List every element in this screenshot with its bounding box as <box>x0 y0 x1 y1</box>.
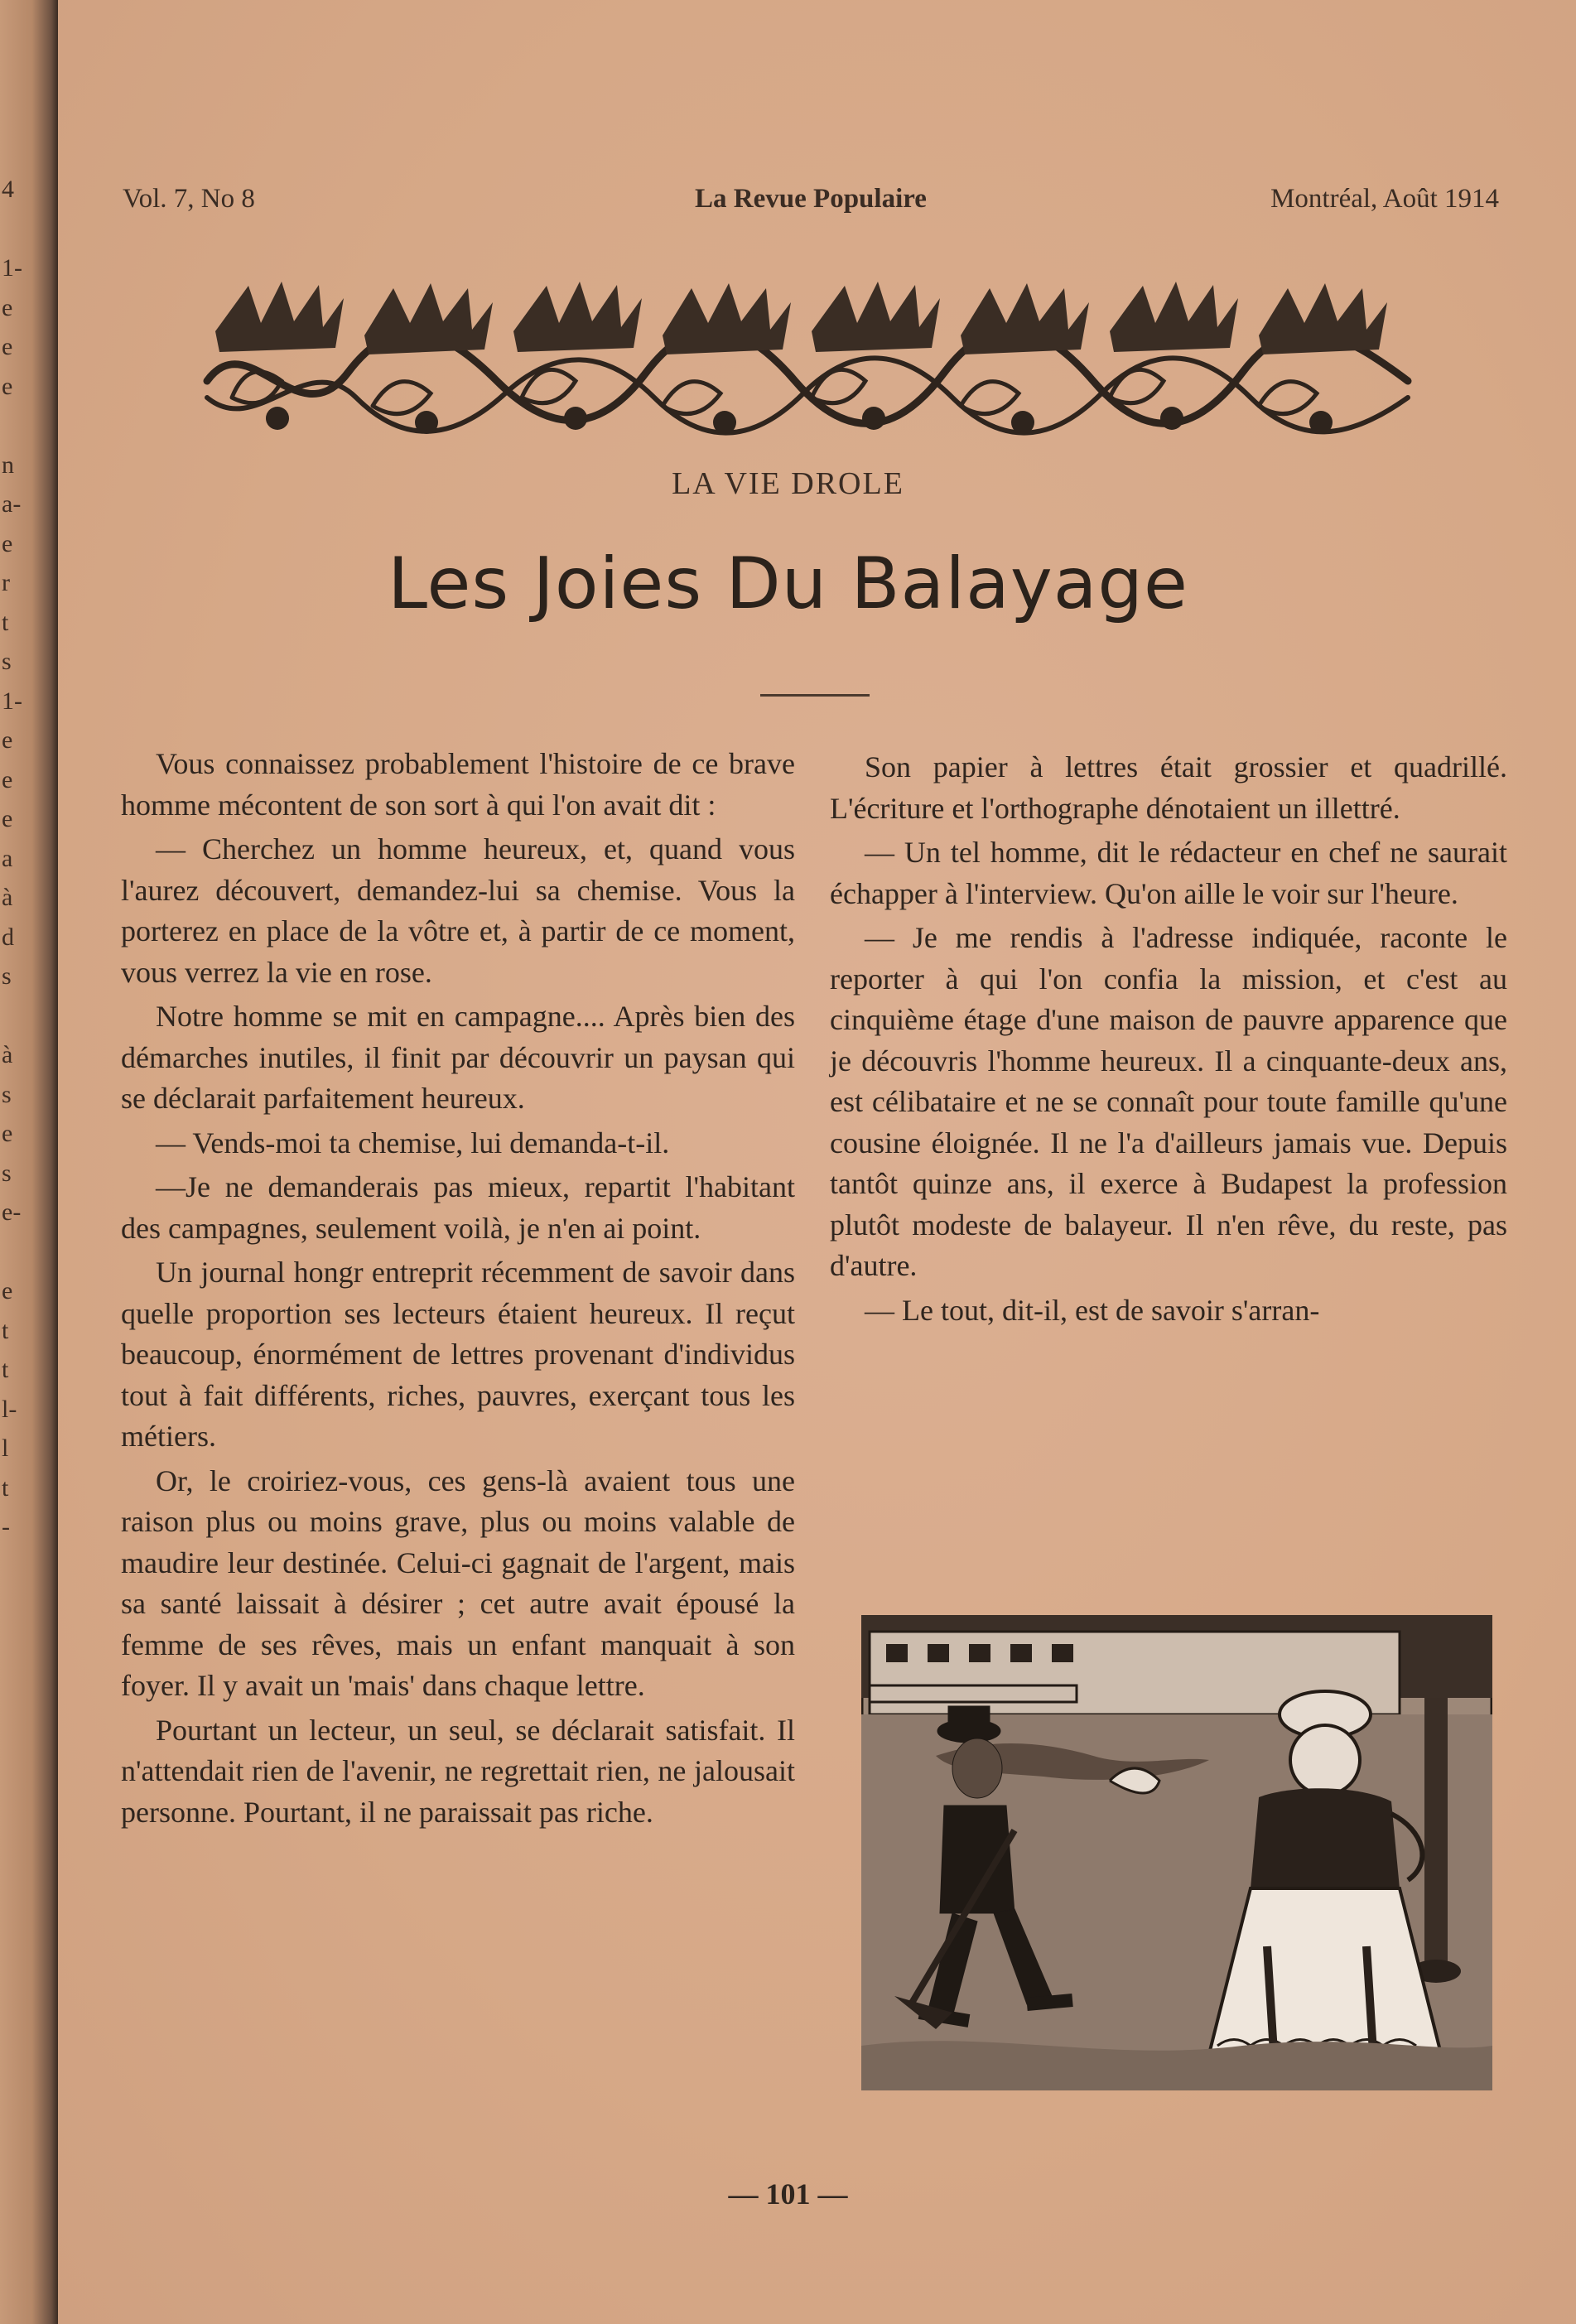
paragraph: — Le tout, dit-il, est de savoir s'arran- <box>865 1293 1320 1327</box>
right-column <box>830 747 1507 1334</box>
margin-letter: e- <box>2 1198 22 1226</box>
street-sweeper-illustration <box>861 1615 1492 2090</box>
margin-letter: t <box>2 1316 9 1344</box>
margin-letter: 4 <box>2 176 14 203</box>
section-kicker: LA VIE DROLE <box>672 466 904 501</box>
margin-letter: a <box>2 844 13 872</box>
margin-letter: e <box>2 333 13 360</box>
paragraph: — Cherchez un homme heureux, et, quand vous l'aurez découvert, demandez-lui sa chemise. Vous la porterez en place de la vôtre et, à partir de ce moment, vous verrez la vie en rose. <box>121 832 795 989</box>
margin-letter: t <box>2 608 9 636</box>
margin-letter: s <box>2 1159 12 1187</box>
publication-name: La Revue Populaire <box>695 184 927 214</box>
title-divider <box>760 694 870 697</box>
paragraph: Son papier à lettres était grossier et quadrillé. L'écriture et l'orthographe dénotaient un illettré. <box>830 750 1507 825</box>
paragraph: Pourtant un lecteur, un seul, se déclarait satisfait. Il n'attendait rien de l'avenir, ne regrettait rien, ne jalousait personne. Pourtant, il ne paraissait pas riche. <box>121 1713 795 1829</box>
margin-letter: t <box>2 1473 9 1502</box>
margin-letter: t <box>2 1356 9 1383</box>
floral-ornament-banner <box>199 273 1424 447</box>
paragraph: — Vends-moi ta chemise, lui demanda-t-il. <box>156 1126 670 1160</box>
paragraph: Or, le croiriez-vous, ces gens-là avaient tous une raison plus ou moins grave, plus ou moins valable de maudire leur destinée. Celui-ci gagnait de l'argent, mais sa santé laissait à désirer ; cet autre avait épousé la femme de ses rêves, mais un enfant manquait à son foyer. Il y avait un 'mais' dans chaque lettre. <box>121 1463 795 1702</box>
left-column <box>121 744 795 1836</box>
paragraph: — Un tel homme, dit le rédacteur en chef ne saurait échapper à l'interview. Qu'on aille le voir sur l'heure. <box>830 836 1507 910</box>
paragraph: — Je me rendis à l'adresse indiquée, raconte le reporter à qui l'on confia la mission, et c'est au cinquième étage d'une maison de pauvre apparence que je découvris l'homme heureux. Il a cinquante-deux ans, est célibataire et ne se connaît pour toute famille qu'une cousine éloignée. Il ne l'a d'ailleurs jamais vue. Depuis tantôt quinze ans, il exerce à Budapest la profession plutôt modeste de balayeur. Il n'en rêve, du reste, pas d'autre. <box>830 921 1507 1282</box>
paragraph: Notre homme se mit en campagne.... Après bien des démarches inutiles, il finit par découvrir un paysan qui se déclarait parfaitement heureux. <box>121 1000 795 1115</box>
margin-letter: e <box>2 1120 13 1147</box>
margin-letter: d <box>2 923 14 951</box>
margin-letter: 1- <box>2 254 22 282</box>
margin-letter: s <box>2 962 12 990</box>
margin-letter: l <box>2 1434 9 1462</box>
margin-letter: e <box>2 726 13 754</box>
paragraph: Vous connaissez probablement l'histoire de ce brave homme mécontent de son sort à qui l'on avait dit : <box>121 747 795 822</box>
article-title: Les Joies Du Balayage <box>388 542 1188 625</box>
volume-number: Vol. 7, No 8 <box>123 184 255 214</box>
margin-letter: e <box>2 293 13 321</box>
margin-letter: e <box>2 765 13 793</box>
margin-letter <box>2 406 25 446</box>
margin-letter: s <box>2 648 12 675</box>
margin-letter: e <box>2 529 13 557</box>
place-and-date: Montréal, Août 1914 <box>1270 184 1499 214</box>
margin-letter <box>2 210 25 249</box>
margin-letter: - <box>2 1513 10 1540</box>
page-number: — 101 — <box>728 2177 848 2211</box>
margin-letter: a- <box>2 490 22 518</box>
margin-letter: à <box>2 1041 13 1068</box>
margin-letter: e <box>2 372 13 400</box>
margin-letter: e <box>2 805 13 832</box>
margin-letter: l- <box>2 1395 17 1423</box>
margin-letter: n <box>2 451 14 479</box>
margin-letter: r <box>2 569 10 596</box>
running-header <box>123 184 1499 225</box>
margin-letter: e <box>2 1277 13 1304</box>
paragraph: —Je ne demanderais pas mieux, repartit l'habitant des campagnes, seulement voilà, je n'en ai point. <box>121 1170 795 1245</box>
margin-letter <box>2 996 25 1036</box>
margin-letter: à <box>2 884 13 911</box>
paragraph: Un journal hongr entreprit récemment de savoir dans quelle proportion ses lecteurs étaient heureux. Il reçut beaucoup, énormément de lettres provenant d'individus tout à fait différents, riches, pauvres, exerçant tous les métiers. <box>121 1256 795 1453</box>
facing-page-margin-text <box>2 170 25 1547</box>
margin-letter: 1- <box>2 687 22 715</box>
margin-letter: s <box>2 1080 12 1108</box>
margin-letter <box>2 1232 25 1272</box>
